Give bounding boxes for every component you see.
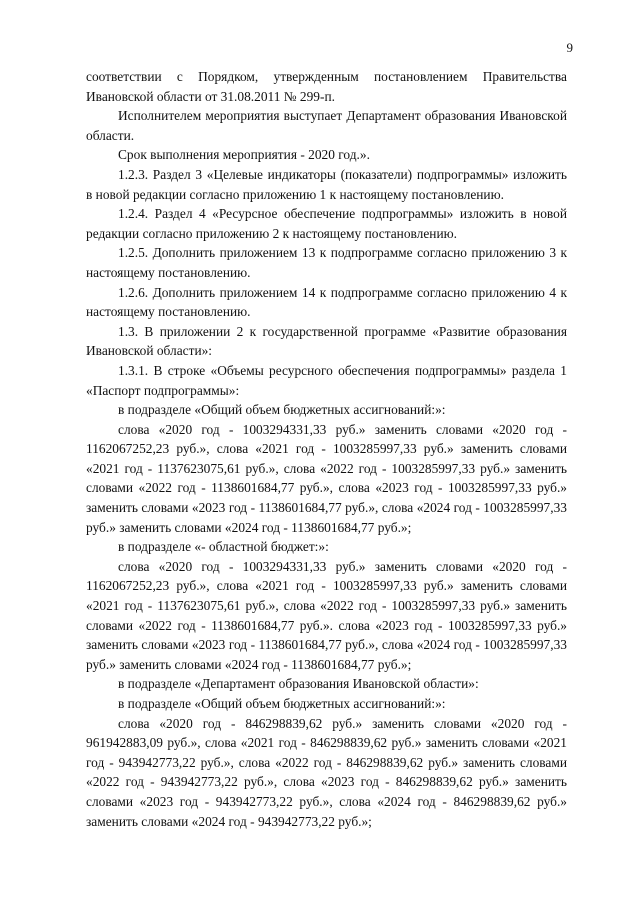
document-body — [86, 67, 567, 831]
paragraph-department-heading: в подразделе «Департамент образования Ивановской области»: — [118, 676, 479, 692]
paragraph-total-budget-replacements: слова «2020 год - 1003294331,33 руб.» заменить словами «2020 год - 1162067252,23 руб.», слова «2021 год - 1003285997,33 руб.» заменить словами «2021 год - 1137623075,61 руб.», слова «2022 год - 1003285997,33 руб.» заменить словами «2022 год - 1138601684,77 руб.», слова «2023 год - 1003285997,33 руб.» заменить словами «2023 год - 1138601684,77 руб.», слова «2024 год - 1003285997,33 руб.» заменить словами «2024 год - 1138601684,77 руб.»; — [86, 421, 567, 535]
paragraph-1-2-5: 1.2.5. Дополнить приложением 13 к подпрограмме согласно приложению 3 к настоящему постановлению. — [86, 245, 567, 280]
paragraph-regional-budget-heading: в подразделе «- областной бюджет:»: — [118, 539, 329, 555]
paragraph-1-3: 1.3. В приложении 2 к государственной программе «Развитие образования Ивановской области»: — [86, 323, 567, 359]
paragraph-1-3-1: 1.3.1. В строке «Объемы ресурсного обеспечения подпрограммы» раздела 1 «Паспорт подпрограммы»: — [86, 362, 567, 398]
paragraph-department-replacements: слова «2020 год - 846298839,62 руб.» заменить словами «2020 год - 961942883,09 руб.», слова «2021 год - 846298839,62 руб.» заменить словами «2021 год - 943942773,22 руб.», слова «2022 год - 846298839,62 руб.» заменить словами «2022 год - 943942773,22 руб.», слова «2023 год - 846298839,62 руб.» заменить словами «2023 год - 943942773,22 руб.», слова «2024 год - 846298839,62 руб.» заменить словами «2024 год - 943942773,22 руб.»; — [86, 715, 567, 829]
paragraph-1-2-4: 1.2.4. Раздел 4 «Ресурсное обеспечение подпрограммы» изложить в новой редакции согласно приложению 2 к настоящему постановлению. — [86, 206, 567, 241]
paragraph-continuation: соответствии с Порядком, утвержденным постановлением Правительства Ивановской области от 31.08.2011 № 299-п. — [86, 69, 567, 104]
paragraph-deadline: Срок выполнения мероприятия - 2020 год.». — [118, 147, 370, 163]
paragraph-regional-budget-replacements: слова «2020 год - 1003294331,33 руб.» заменить словами «2020 год - 1162067252,23 руб.», слова «2021 год - 1003285997,33 руб.» заменить словами «2021 год - 1137623075,61 руб.», слова «2022 год - 1003285997,33 руб.» заменить словами «2022 год - 1138601684,77 руб.». слова «2023 год - 1003285997,33 руб.» заменить словами «2023 год - 1138601684,77 руб.», слова «2024 год - 1003285997,33 руб.» заменить словами «2024 год - 1138601684,77 руб.»; — [86, 558, 567, 672]
paragraph-1-2-6: 1.2.6. Дополнить приложением 14 к подпрограмме согласно приложению 4 к настоящему постановлению. — [86, 284, 567, 320]
paragraph-executor: Исполнителем мероприятия выступает Департамент образования Ивановской области. — [86, 108, 567, 143]
paragraph-1-2-3: 1.2.3. Раздел 3 «Целевые индикаторы (показатели) подпрограммы» изложить в новой редакции согласно приложению 1 к настоящему постановлению. — [86, 166, 567, 202]
paragraph-department-total-heading: в подразделе «Общий объем бюджетных ассигнований:»: — [118, 696, 446, 711]
page-number: 9 — [566, 40, 573, 55]
paragraph-total-budget-heading: в подразделе «Общий объем бюджетных ассигнований:»: — [118, 402, 446, 418]
